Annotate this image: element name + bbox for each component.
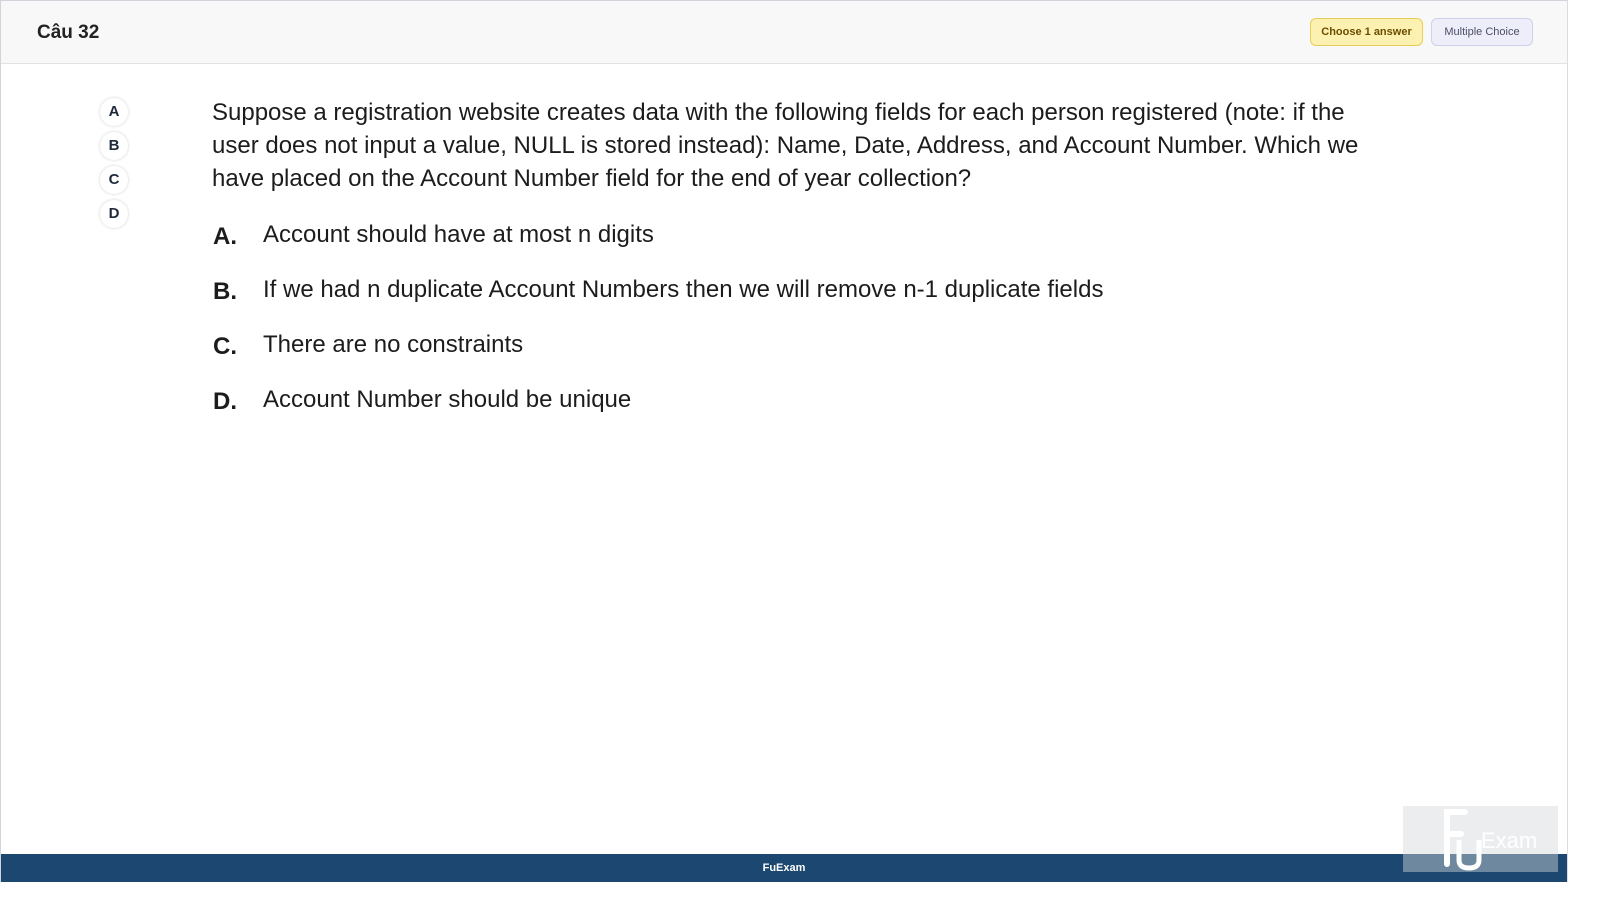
- nav-answer-d[interactable]: D: [100, 200, 128, 228]
- question-number: Câu 32: [37, 22, 100, 43]
- option-text: There are no constraints: [263, 331, 524, 358]
- option-letter: D.: [213, 388, 237, 415]
- option-letter: B.: [213, 278, 237, 305]
- footer-bar: FuExam: [1, 854, 1567, 882]
- question-text: Suppose a registration website creates data with the following fields for each person registered (note: if the user does not input a value, NULL is stored instead): Name, Date, Address, and Account Number. Which we have placed on the Account Number field for the end of year collection?: [212, 99, 1359, 192]
- choose-answer-badge: Choose 1 answer: [1310, 18, 1423, 46]
- right-edge-panel: [1567, 0, 1600, 900]
- nav-answer-b[interactable]: B: [100, 132, 128, 160]
- nav-answer-c[interactable]: C: [100, 166, 128, 194]
- option-letter: A.: [213, 223, 237, 250]
- fu-exam-logo-graphic: [1403, 806, 1558, 872]
- option-text: Account should have at most n digits: [263, 221, 654, 248]
- bottom-strip: [0, 882, 1600, 900]
- nav-answer-a[interactable]: A: [100, 98, 128, 126]
- answer-nav: [100, 98, 128, 234]
- question-type-badge: Multiple Choice: [1431, 18, 1533, 46]
- option-letter: C.: [213, 333, 237, 360]
- option-text: Account Number should be unique: [263, 386, 632, 413]
- question-header: [1, 1, 1568, 64]
- fu-exam-logo-icon: [1403, 806, 1558, 872]
- logo-text: Exam: [1481, 828, 1538, 853]
- option-text: If we had n duplicate Account Numbers then we will remove n-1 duplicate fields: [263, 276, 1104, 303]
